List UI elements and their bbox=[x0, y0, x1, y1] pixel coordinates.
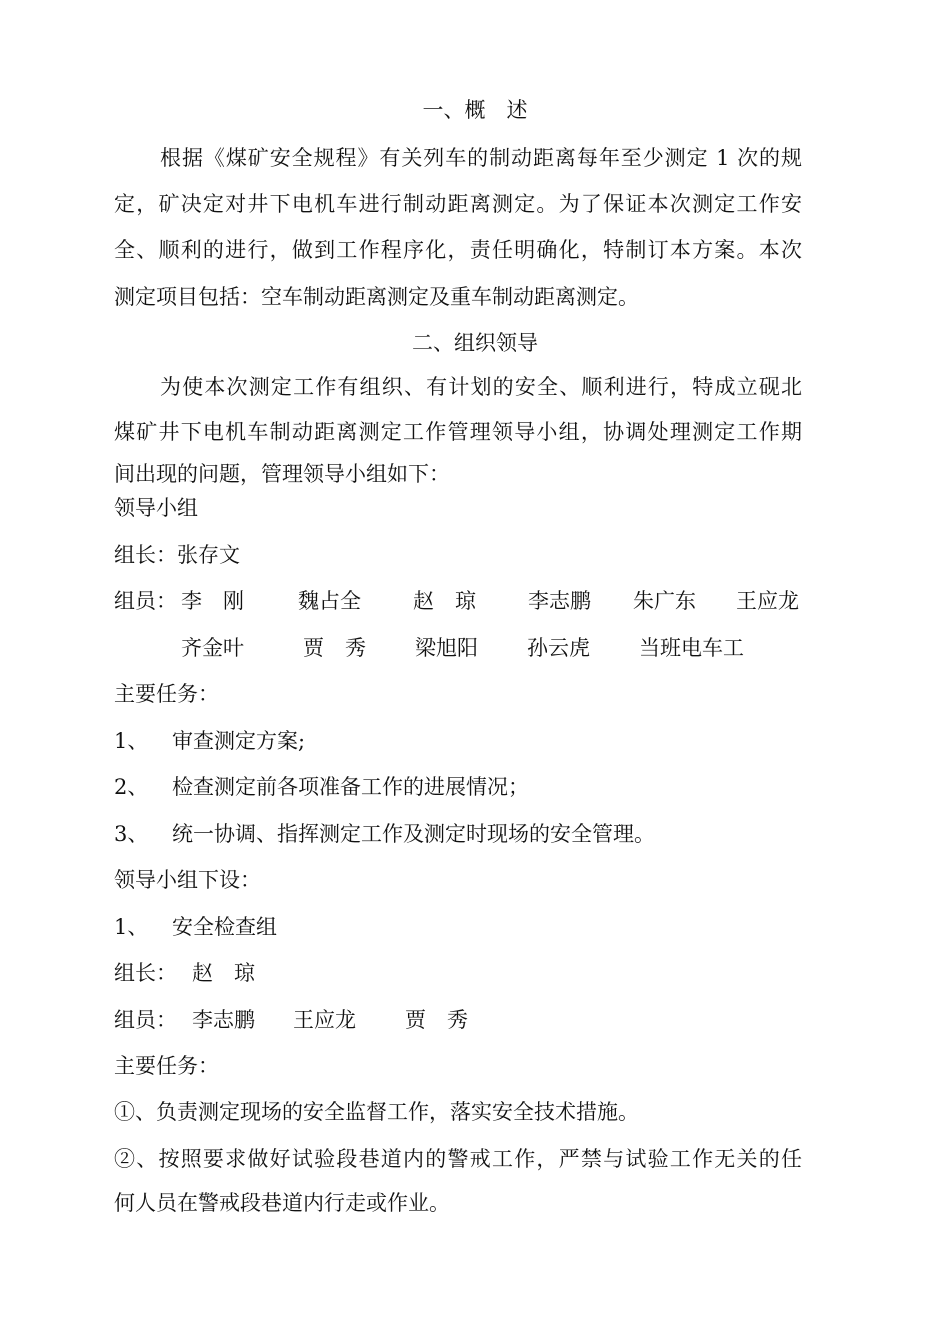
subgroup-task: ②、按照要求做好试验段巷道内的警戒工作，严禁与试验工作无关的任 bbox=[114, 1147, 802, 1171]
subgroups-title: 领导小组下设： bbox=[114, 868, 261, 892]
leader-name: 张存文 bbox=[177, 543, 240, 567]
paragraph-line: 根据《煤矿安全规程》有关列车的制动距离每年至少测定 1 次的规 bbox=[160, 146, 802, 170]
members-label: 组员： bbox=[114, 589, 177, 613]
member-name: 梁旭阳 bbox=[415, 636, 478, 660]
section-heading-organization: 二、组织领导 bbox=[412, 331, 538, 355]
subgroup-leader-name: 赵 琼 bbox=[192, 961, 255, 985]
subgroup-task-continued: 何人员在警戒段巷道内行走或作业。 bbox=[114, 1191, 450, 1215]
task-text: 检查测定前各项准备工作的进展情况； bbox=[172, 775, 529, 799]
member-name: 王应龙 bbox=[736, 589, 799, 613]
paragraph-line: 定，矿决定对井下电机车进行制动距离测定。为了保证本次测定工作安 bbox=[114, 192, 802, 216]
member-name: 赵 琼 bbox=[413, 589, 476, 613]
section-heading-overview: 一、概 述 bbox=[422, 98, 528, 122]
subgroup-tasks-title: 主要任务： bbox=[114, 1054, 219, 1078]
member-name: 贾 秀 bbox=[303, 636, 366, 660]
member-name: 孙云虎 bbox=[527, 636, 590, 660]
member-name: 魏占全 bbox=[298, 589, 361, 613]
subgroup-number: 1、 bbox=[114, 915, 149, 939]
task-number: 3、 bbox=[114, 822, 149, 846]
paragraph-line: 测定项目包括：空车制动距离测定及重车制动距离测定。 bbox=[114, 285, 639, 309]
task-text: 统一协调、指挥测定工作及测定时现场的安全管理。 bbox=[172, 822, 655, 846]
member-name: 王应龙 bbox=[293, 1008, 356, 1032]
member-name: 当班电车工 bbox=[639, 636, 744, 660]
member-name: 李 刚 bbox=[181, 589, 244, 613]
task-text: 审查测定方案; bbox=[172, 729, 306, 753]
group-leader-row bbox=[114, 541, 240, 569]
leader-label: 组长： bbox=[114, 543, 177, 567]
member-name: 李志鹏 bbox=[528, 589, 591, 613]
member-name: 朱广东 bbox=[633, 589, 696, 613]
paragraph-line: 煤矿井下电机车制动距离测定工作管理领导小组，协调处理测定工作期 bbox=[114, 420, 802, 444]
paragraph-line: 为使本次测定工作有组织、有计划的安全、顺利进行，特成立砚北 bbox=[160, 375, 802, 399]
subgroup-leader-label: 组长： bbox=[114, 961, 177, 985]
subgroup-task: ①、负责测定现场的安全监督工作，落实安全技术措施。 bbox=[114, 1100, 639, 1124]
leadership-group-title: 领导小组 bbox=[114, 496, 198, 520]
task-number: 1、 bbox=[114, 729, 149, 753]
subgroup-members-label: 组员： bbox=[114, 1008, 177, 1032]
member-name: 李志鹏 bbox=[192, 1008, 255, 1032]
tasks-title: 主要任务： bbox=[114, 682, 219, 706]
subgroup-name: 安全检查组 bbox=[172, 915, 277, 939]
paragraph-line: 全、顺利的进行，做到工作程序化，责任明确化，特制订本方案。本次 bbox=[114, 238, 802, 262]
task-number: 2、 bbox=[114, 775, 149, 799]
member-name: 贾 秀 bbox=[405, 1008, 468, 1032]
member-name: 齐金叶 bbox=[181, 636, 244, 660]
paragraph-line: 间出现的问题，管理领导小组如下： bbox=[114, 462, 450, 486]
